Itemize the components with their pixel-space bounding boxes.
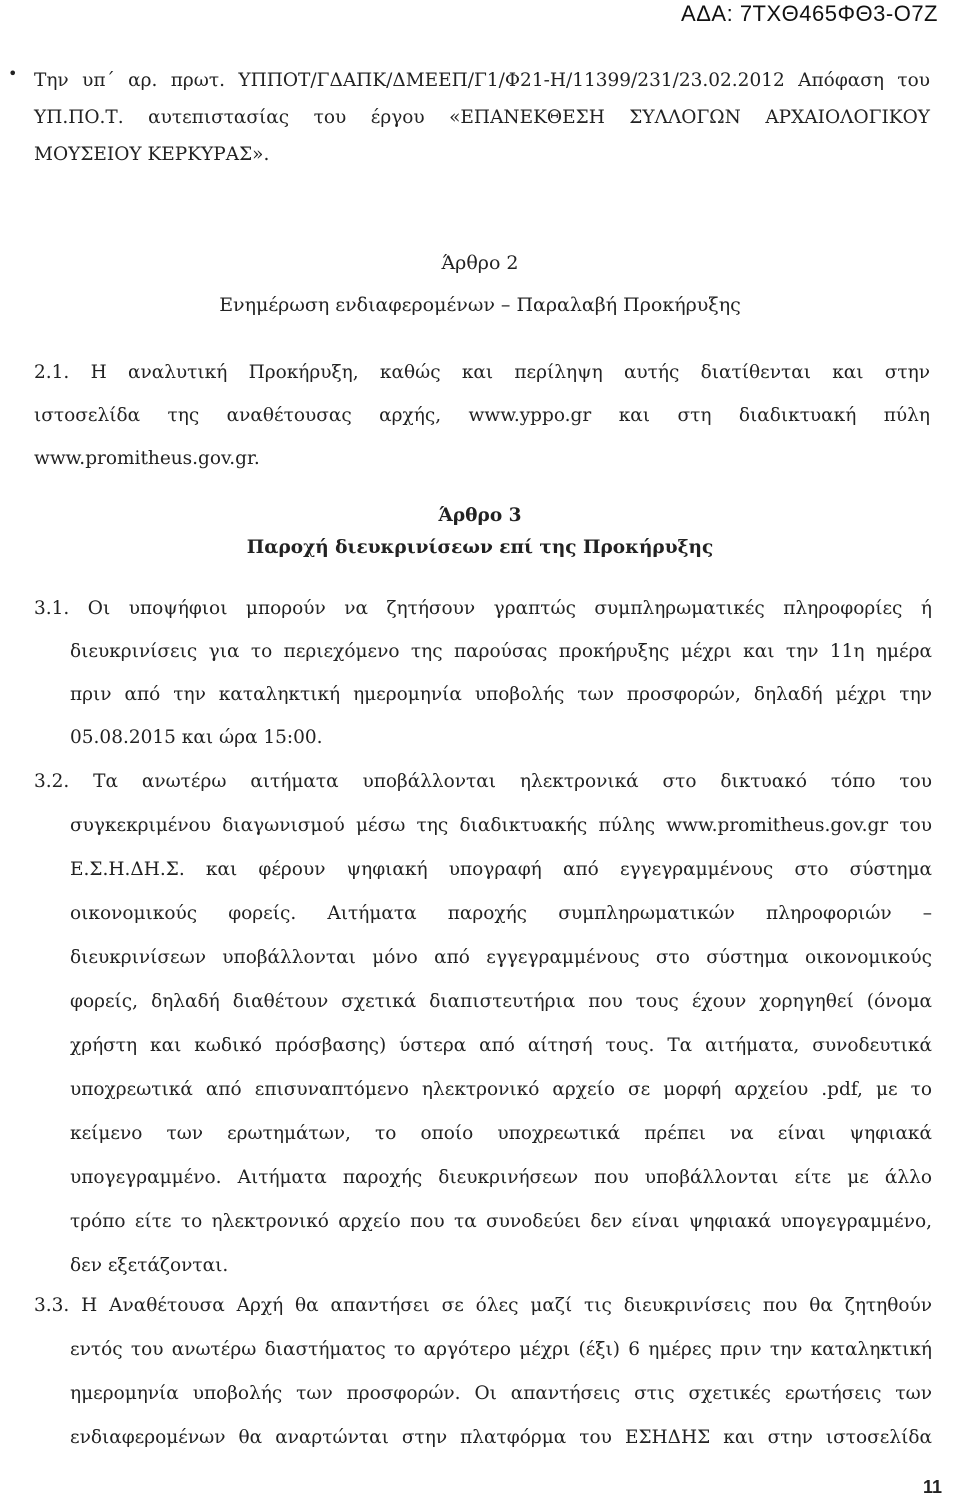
ada-code: ΑΔΑ: 7ΤΧΘ465ΦΘ3-Ο7Ζ	[681, 1, 938, 26]
a3-p2-line-8: υποχρεωτικά από επισυναπτόμενο ηλεκτρονικό αρχείο σε μορφή αρχείου .pdf, με το	[70, 1079, 932, 1100]
a3-p2-line-3: Ε.Σ.Η.ΔΗ.Σ. και φέρουν ψηφιακή υπογραφή από εγγεγραμμένους στο σύστημα	[70, 859, 932, 880]
article-3-paragraph-3	[34, 1284, 932, 1460]
a3-p2-line-4: οικονομικούς φορείς. Αιτήματα παροχής συμπληρωματικών πληροφοριών –	[70, 903, 932, 924]
a3-p2-line-1: 3.2. Τα ανωτέρω αιτήματα υποβάλλονται ηλεκτρονικά στο δικτυακό τόπο του	[34, 771, 932, 792]
bullet-line-2: ΥΠ.ΠΟ.Τ. αυτεπιστασίας του έργου «ΕΠΑΝΕΚΘΕΣΗ ΣΥΛΛΟΓΩΝ ΑΡΧΑΙΟΛΟΓΙΚΟΥ	[34, 107, 930, 128]
article-2-paragraph	[34, 351, 930, 480]
page-number: 11	[922, 1477, 942, 1497]
bullet-symbol: •	[8, 64, 18, 83]
a3-p1-line-3: πριν από την καταληκτική ημερομηνία υποβολής των προσφορών, δηλαδή μέχρι την	[70, 684, 932, 705]
article-3-paragraph-1	[34, 587, 932, 759]
bullet-line-3: ΜΟΥΣΕΙΟΥ ΚΕΡΚΥΡΑΣ».	[34, 144, 270, 165]
a3-p1-line-2: διευκρινίσεις για το περιεχόμενο της παρούσας προκήρυξης μέχρι και την 11η ημέρα	[70, 641, 932, 662]
a3-p3-line-4: ενδιαφερομένων θα αναρτώνται στην πλατφόρμα του ΕΣΗΔΗΣ και στην ιστοσελίδα	[70, 1427, 932, 1448]
a3-p2-line-11: τρόπο είτε το ηλεκτρονικό αρχείο που τα συνοδεύει δεν είναι ψηφιακά υπογεγραμμένο,	[70, 1211, 932, 1232]
a3-p2-line-9: κείμενο των ερωτημάτων, το οποίο υποχρεωτικά πρέπει να είναι ψηφιακά	[70, 1123, 932, 1144]
bullet-line-1: Την υπ΄ αρ. πρωτ. ΥΠΠΟΤ/ΓΔΑΠΚ/ΔΜΕΕΠ/Γ1/Φ21-Η/11399/231/23.02.2012 Απόφαση του	[34, 70, 930, 91]
article-3-title: Άρθρο 3	[438, 505, 522, 526]
article-3-subtitle: Παροχή διευκρινίσεων επί της Προκήρυξης	[246, 537, 714, 558]
a2-p1-line-1: 2.1. Η αναλυτική Προκήρυξη, καθώς και περίληψη αυτής διατίθενται και στην	[34, 362, 930, 383]
a2-p1-line-3: www.promitheus.gov.gr.	[34, 448, 260, 469]
article-3-paragraph-2	[34, 760, 932, 1288]
a3-p2-line-7: χρήστη και κωδικό πρόσβασης) ύστερα από αίτησή τους. Τα αιτήματα, συνοδευτικά	[70, 1035, 932, 1056]
a3-p3-line-3: ημερομηνία υποβολής των προσφορών. Οι απαντήσεις στις σχετικές ερωτήσεις των	[70, 1383, 932, 1404]
a3-p2-line-6: φορείς, δηλαδή διαθέτουν σχετικά διαπιστευτήρια που τους έχουν χορηγηθεί (όνομα	[70, 991, 932, 1012]
a3-p3-line-1: 3.3. Η Αναθέτουσα Αρχή θα απαντήσει σε όλες μαζί τις διευκρινίσεις που θα ζητηθούν	[34, 1295, 932, 1316]
a2-p1-line-2: ιστοσελίδα της αναθέτουσας αρχής, www.yppo.gr και στη διαδικτυακή πύλη	[34, 405, 930, 426]
a3-p1-line-4: 05.08.2015 και ώρα 15:00.	[70, 727, 323, 748]
bullet-item	[8, 62, 930, 173]
article-2-subtitle: Ενημέρωση ενδιαφερομένων – Παραλαβή Προκήρυξης	[219, 294, 741, 316]
a3-p2-line-10: υπογεγραμμένο. Αιτήματα παροχής διευκρινήσεων που υποβάλλονται είτε με άλλο	[70, 1167, 932, 1188]
a3-p2-line-5: διευκρινίσεων υποβάλλονται μόνο από εγγεγραμμένους στο σύστημα οικονομικούς	[70, 947, 932, 968]
a3-p2-line-2: συγκεκριμένου διαγωνισμού μέσω της διαδικτυακής πύλης www.promitheus.gov.gr του	[70, 815, 932, 836]
a3-p3-line-2: εντός του ανωτέρω διαστήματος το αργότερο μέχρι (έξι) 6 ημέρες πριν την καταληκτική	[70, 1339, 932, 1360]
a3-p1-line-1: 3.1. Οι υποψήφιοι μπορούν να ζητήσουν γραπτώς συμπληρωματικές πληροφορίες ή	[34, 598, 932, 619]
a3-p2-line-12: δεν εξετάζονται.	[70, 1255, 229, 1276]
article-2-title: Άρθρο 2	[441, 252, 519, 274]
